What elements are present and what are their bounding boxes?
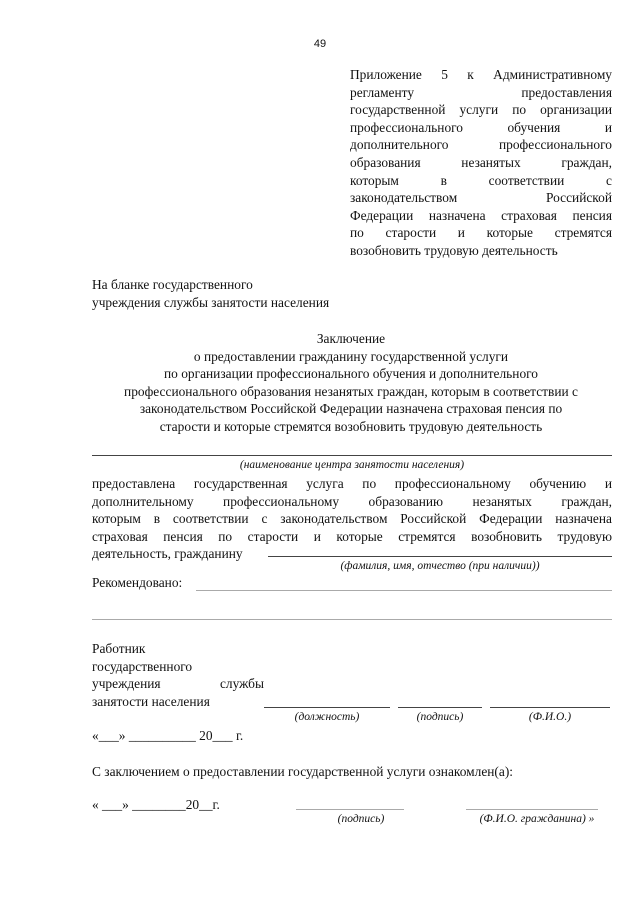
position-caption: (должность) (294, 711, 360, 723)
recommended-line (196, 590, 612, 591)
appendix-line: возобновить трудовую деятельность (350, 242, 558, 258)
appendix-line: регламенту предоставления (350, 84, 612, 100)
body-line: деятельность, гражданину (92, 546, 243, 562)
page-number: 49 (313, 38, 327, 50)
worker-line: занятости населения (92, 693, 210, 709)
appendix-line: которым в соответствии с (350, 172, 612, 188)
citizen-name-line (268, 556, 612, 557)
center-name-caption: (наименование центра занятости населения) (239, 459, 465, 471)
title-heading: Заключение (316, 331, 386, 346)
citizen-fio-caption: (Ф.И.О. гражданина) » (479, 813, 595, 825)
fio-line (490, 707, 610, 708)
citizen-signature-line (296, 809, 404, 810)
recommended-line-2 (92, 619, 612, 620)
appendix-line: профессионального обучения и (350, 119, 612, 135)
worker-line: государственного (92, 658, 193, 674)
body-line: предоставлена государственная услуга по профессиональному обучению и (92, 476, 612, 491)
signature-line (398, 707, 482, 708)
fio-caption: (Ф.И.О.) (528, 711, 572, 723)
center-name-line (92, 455, 612, 456)
document-title (90, 330, 612, 436)
letterhead-line: На бланке государственного (92, 277, 253, 292)
appendix-line: дополнительного профессионального (350, 137, 612, 153)
appendix-line: государственной услуги по организации (350, 102, 612, 118)
title-line: старости и которые стремятся возобновить трудовую деятельность (159, 418, 543, 434)
title-line: законодательством Российской Федерации назначена страховая пенсия по (139, 401, 563, 417)
title-line: по организации профессионального обучения и дополнительного (163, 366, 538, 382)
appendix-line: Приложение 5 к Административному (350, 67, 612, 82)
worker-label (92, 640, 264, 710)
title-line: о предоставлении гражданину государственной услуги (193, 348, 509, 364)
citizen-signature-caption: (подпись) (337, 813, 385, 825)
citizen-name-caption: (фамилия, имя, отчество (при наличии)) (340, 560, 540, 572)
body-line: страховая пенсия по старости и которые стремятся возобновить трудовую (92, 528, 612, 544)
title-line: профессионального образования незанятых граждан, которым в соответствии с (124, 383, 578, 399)
signature-caption: (подпись) (416, 711, 464, 723)
appendix-note (350, 66, 612, 260)
worker-line: учреждения службы (92, 676, 264, 692)
appendix-line: образования незанятых граждан, (350, 154, 612, 170)
worker-line: Работник (92, 641, 146, 656)
citizen-date-line: « ___» ________20__г. (92, 797, 220, 812)
body-paragraph (92, 475, 612, 563)
letterhead-line: учреждения службы занятости населения (92, 294, 330, 310)
date-line: «___» __________ 20___ г. (92, 728, 244, 743)
citizen-fio-line (466, 809, 598, 810)
appendix-line: по старости и которые стремятся (350, 225, 612, 241)
recommended-label: Рекомендовано: (92, 575, 183, 590)
position-line (264, 707, 390, 708)
body-line: которым в соответствии с законодательством Российской Федерации назначена (92, 511, 612, 527)
body-line: дополнительному профессиональному образованию незанятых граждан, (92, 493, 612, 509)
acquainted-statement: С заключением о предоставлении государственной услуги ознакомлен(а): (92, 764, 514, 779)
appendix-line: Федерации назначена страховая пенсия (350, 207, 612, 223)
appendix-line: законодательством Российской (350, 190, 612, 206)
letterhead-note (92, 276, 329, 311)
